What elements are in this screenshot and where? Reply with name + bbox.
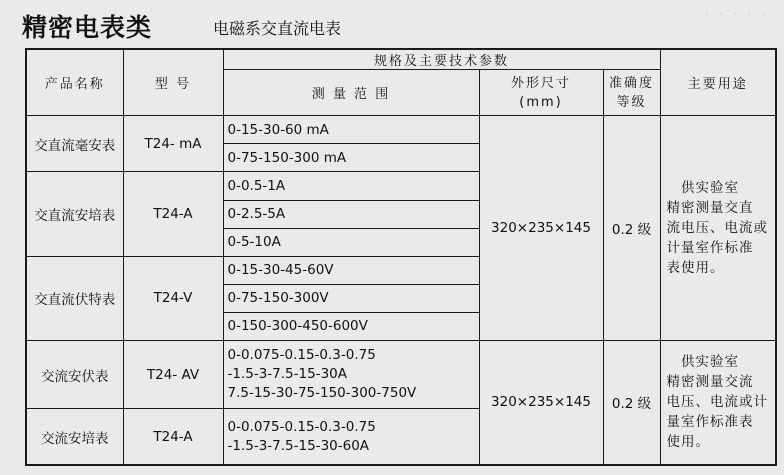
table-header-row: [26, 49, 776, 70]
size-cell: 320×235×145: [479, 116, 603, 341]
product-name-cell: 交流安伏表: [26, 340, 123, 408]
product-name-cell: 交直流毫安表: [26, 116, 123, 172]
model-cell: T24-A: [123, 409, 223, 465]
page-subtitle: 电磁系交直流电表: [213, 19, 342, 38]
header-spec-group: 规格及主要技术参数: [223, 49, 660, 70]
usage-cell: 供实验室 精密测量交直 流电压、电流或 计量室作标准 表使用。: [660, 116, 776, 341]
accuracy-cell: 0.2 级: [603, 116, 660, 341]
range-cell: 0-15-30-60 mA: [223, 116, 479, 144]
model-cell: T24- AV: [123, 340, 223, 408]
product-name-cell: 交直流伏特表: [26, 256, 123, 340]
table-row: [26, 116, 776, 144]
header-model: 型 号: [123, 49, 223, 116]
header-size: 外形尺寸 (mm): [479, 70, 603, 116]
range-cell: 0-150-300-450-600V: [223, 312, 479, 340]
range-cell: 0-75-150-300 mA: [223, 144, 479, 172]
model-cell: T24-V: [123, 256, 223, 340]
header-usage: 主要用途: [660, 49, 776, 116]
page-title: 精密电表类: [22, 13, 153, 42]
table-row: [26, 340, 776, 408]
bleed-through-background: · · · · ·: [704, 4, 768, 23]
range-cell: 0-5-10A: [223, 228, 479, 256]
range-cell: 0-0.075-0.15-0.3-0.75 -1.5-3-7.5-15-30A 7.5-15-30-75-150-300-750V: [223, 340, 479, 408]
range-cell: 0-0.5-1A: [223, 172, 479, 200]
range-cell: 0-75-150-300V: [223, 284, 479, 312]
header-range: 测 量 范 围: [223, 70, 479, 116]
range-cell: 0-2.5-5A: [223, 200, 479, 228]
product-name-cell: 交直流安培表: [26, 172, 123, 256]
usage-cell: 供实验室 精密测量交流 电压、电流或计 量室作标准表 使用。: [660, 340, 776, 465]
model-cell: T24-A: [123, 172, 223, 256]
range-cell: 0-0.075-0.15-0.3-0.75 -1.5-3-7.5-15-30-60A: [223, 409, 479, 465]
range-cell: 0-15-30-45-60V: [223, 256, 479, 284]
header-product-name: 产品名称: [26, 49, 123, 116]
model-cell: T24- mA: [123, 116, 223, 172]
accuracy-cell: 0.2 级: [603, 340, 660, 465]
product-name-cell: 交流安培表: [26, 409, 123, 465]
spec-table: [25, 48, 777, 466]
header-accuracy: 准确度 等级: [603, 70, 660, 116]
size-cell: 320×235×145: [479, 340, 603, 465]
